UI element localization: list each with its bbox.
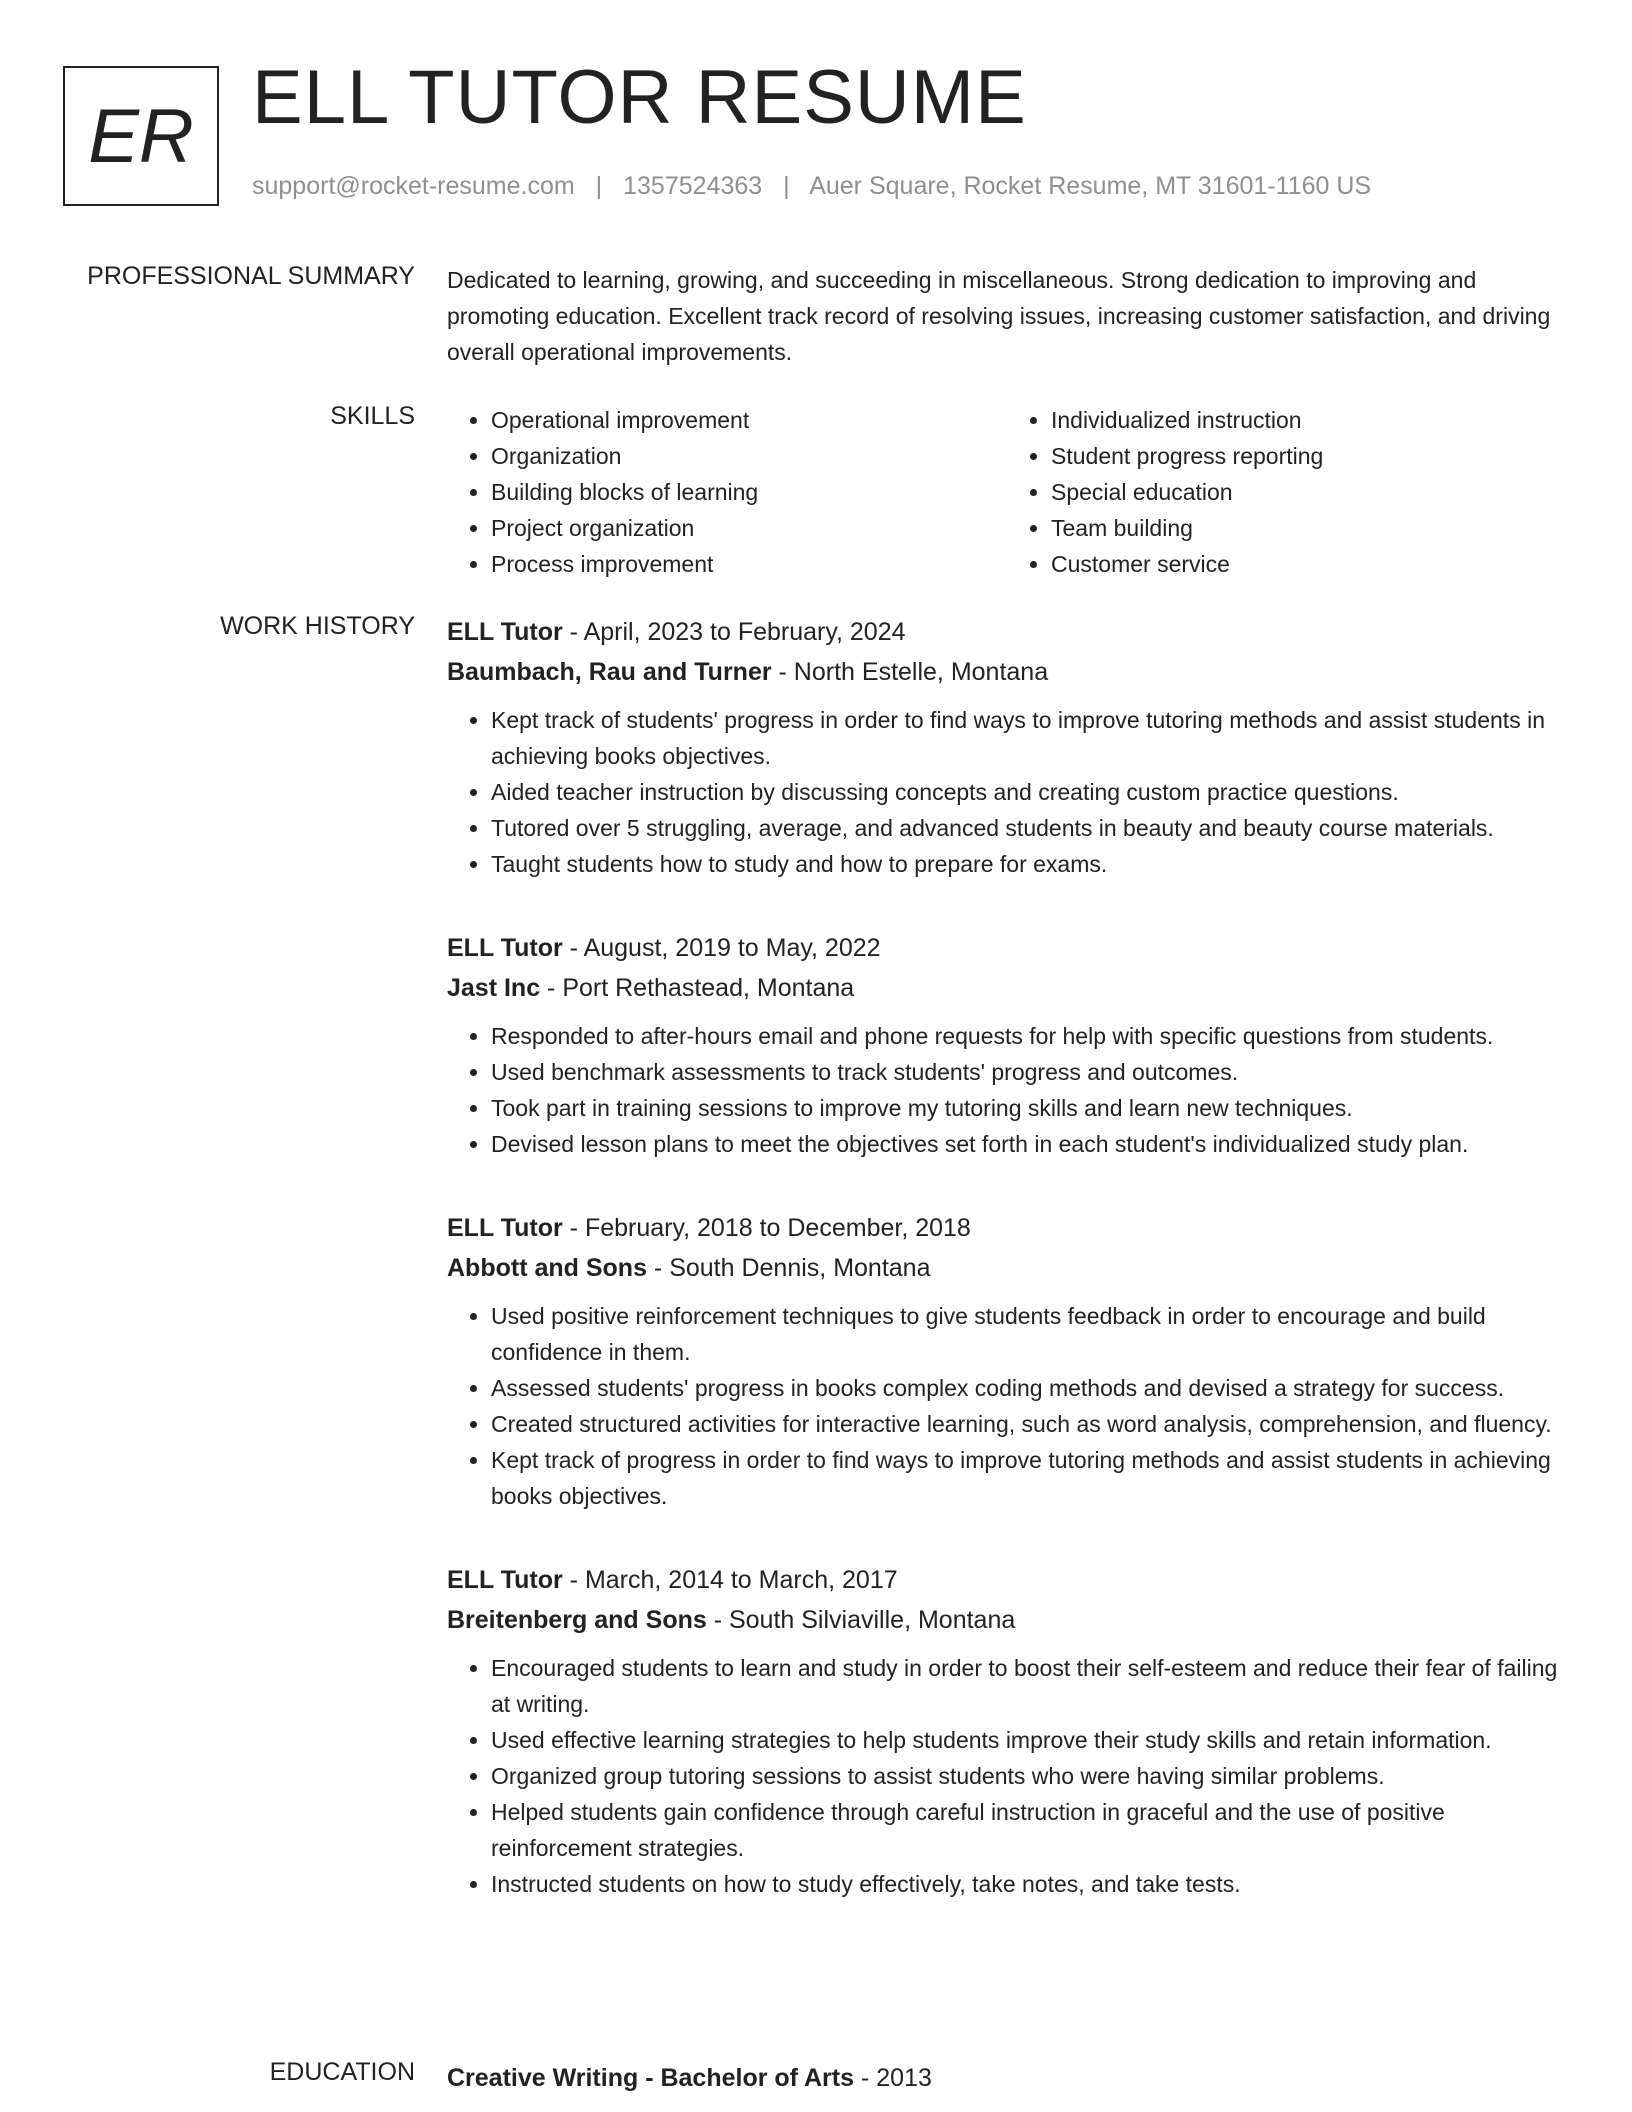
monogram-logo: ER [63,66,219,206]
contact-separator: | [783,172,790,200]
job-bullet: • Assessed students' progress in books complex coding methods and devised a strategy for success. [491,1370,1567,1406]
summary-body [447,262,1567,370]
job-bullet: • Created structured activities for interactive learning, such as word analysis, comprehension, and fluency. [491,1406,1567,1442]
work-history-heading: WORK HISTORY [220,612,415,640]
contact-address: Auer Square, Rocket Resume, MT 31601-1160 US [809,172,1372,200]
resume-title: ELL TUTOR RESUME [252,55,1027,140]
job-bullet: • Encouraged students to learn and study in order to boost their self-esteem and reduce their fear of failing at writing. [491,1650,1567,1722]
job-company: Breitenberg and Sons [447,1606,707,1634]
job-bullet: • Used effective learning strategies to help students improve their study skills and retain information. [491,1722,1567,1758]
job-bullet: • Used positive reinforcement techniques to give students feedback in order to encourage and build confidence in them. [491,1298,1567,1370]
contact-phone[interactable]: 1357524363 [623,172,763,200]
skill-item: • Building blocks of learning [491,474,1007,510]
job-bullet: • Organized group tutoring sessions to assist students who were having similar problems. [491,1758,1567,1794]
job-company: Abbott and Sons [447,1254,647,1282]
education-heading: EDUCATION [269,2058,415,2086]
skill-item: • Customer service [1051,546,1567,582]
job-entry [447,612,1567,882]
job-title-line [447,928,1567,968]
skill-item: • Process improvement [491,546,1007,582]
skill-item: • Team building [1051,510,1567,546]
contact-email[interactable]: support@rocket-resume.com [252,172,575,200]
skills-heading: SKILLS [330,402,415,430]
job-dates: - February, 2018 to December, 2018 [562,1214,971,1242]
job-title: ELL Tutor [447,934,563,962]
job-bullet: • Instructed students on how to study effectively, take notes, and take tests. [491,1866,1567,1902]
job-bullet: • Devised lesson plans to meet the objectives set forth in each student's individualized study plan. [491,1126,1567,1162]
job-bullet: • Kept track of progress in order to find ways to improve tutoring methods and assist students in achieving books objectives. [491,1442,1567,1514]
job-bullets [447,702,1567,882]
skills-list [447,402,1567,582]
job-bullet: • Aided teacher instruction by discussing concepts and creating custom practice questions. [491,774,1567,810]
skill-item: • Organization [491,438,1007,474]
work-history-body [447,612,1567,1948]
job-company-line [447,1248,1567,1288]
summary-text: Dedicated to learning, growing, and succeeding in miscellaneous. Strong dedication to improving and promoting education. Excellent track record of resolving issues, increasing customer satisfaction, and driving overall operational improvements. [447,267,1551,365]
skills-column-2 [1007,402,1567,582]
job-title: ELL Tutor [447,1566,563,1594]
skill-item: • Individualized instruction [1051,402,1567,438]
education-entry [447,2058,1567,2098]
job-bullet: • Used benchmark assessments to track students' progress and outcomes. [491,1054,1567,1090]
job-entry [447,1560,1567,1902]
job-title-line [447,612,1567,652]
job-location: - North Estelle, Montana [771,658,1049,686]
job-bullet: • Responded to after-hours email and phone requests for help with specific questions from students. [491,1018,1567,1054]
job-bullets [447,1018,1567,1162]
skill-item: • Student progress reporting [1051,438,1567,474]
job-bullets [447,1650,1567,1902]
job-bullet: • Tutored over 5 struggling, average, and advanced students in beauty and beauty course materials. [491,810,1567,846]
job-title-line [447,1208,1567,1248]
job-location: - Port Rethastead, Montana [540,974,855,1002]
job-entry [447,928,1567,1162]
job-title-line [447,1560,1567,1600]
job-company-line [447,1600,1567,1640]
job-company-line [447,652,1567,692]
job-bullet: • Took part in training sessions to improve my tutoring skills and learn new techniques. [491,1090,1567,1126]
job-dates: - March, 2014 to March, 2017 [562,1566,898,1594]
contact-line [252,172,1371,201]
job-location: - South Dennis, Montana [646,1254,931,1282]
job-bullet: • Helped students gain confidence through careful instruction in graceful and the use of positive reinforcement strategies. [491,1794,1567,1866]
job-bullet: • Taught students how to study and how to prepare for exams. [491,846,1567,882]
skill-item: • Special education [1051,474,1567,510]
education-year: - 2013 [854,2064,932,2092]
job-company: Jast Inc [447,974,541,1002]
education-degree: Creative Writing - Bachelor of Arts [447,2064,855,2092]
job-title: ELL Tutor [447,1214,563,1242]
job-bullet: • Kept track of students' progress in order to find ways to improve tutoring methods and assist students in achieving books objectives. [491,702,1567,774]
skills-column-1 [447,402,1007,582]
job-dates: - April, 2023 to February, 2024 [562,618,906,646]
job-dates: - August, 2019 to May, 2022 [562,934,881,962]
job-title: ELL Tutor [447,618,563,646]
education-body [447,2058,1567,2098]
job-company: Baumbach, Rau and Turner [447,658,772,686]
summary-heading: PROFESSIONAL SUMMARY [87,262,415,290]
skill-item: • Project organization [491,510,1007,546]
job-company-line [447,968,1567,1008]
job-entry [447,1208,1567,1514]
contact-separator: | [595,172,603,200]
skill-item: • Operational improvement [491,402,1007,438]
job-bullets [447,1298,1567,1514]
job-location: - South Silviaville, Montana [706,1606,1016,1634]
